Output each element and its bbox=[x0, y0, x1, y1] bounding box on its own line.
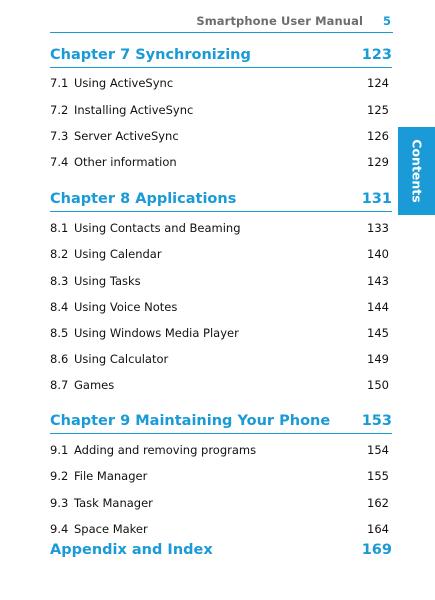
toc-entry-8-5[interactable] bbox=[50, 326, 389, 344]
section-page: 129 bbox=[367, 155, 389, 169]
toc-entry-8-2[interactable] bbox=[50, 247, 389, 265]
section-number: 9.3 bbox=[50, 496, 69, 510]
section-number: 8.7 bbox=[50, 378, 69, 392]
section-title: File Manager bbox=[74, 469, 148, 483]
section-page: 124 bbox=[367, 76, 389, 90]
section-number: 7.2 bbox=[50, 103, 69, 117]
chapter-7-heading[interactable] bbox=[50, 45, 392, 68]
section-number: 8.5 bbox=[50, 326, 69, 340]
section-page: 125 bbox=[367, 103, 389, 117]
toc-entry-7-3[interactable] bbox=[50, 129, 389, 147]
section-page: 133 bbox=[367, 221, 389, 235]
section-title: Using Calculator bbox=[74, 352, 169, 366]
section-title: Using Voice Notes bbox=[74, 300, 178, 314]
section-page: 155 bbox=[367, 469, 389, 483]
section-title: Server ActiveSync bbox=[74, 129, 179, 143]
page-number: 5 bbox=[382, 14, 391, 28]
toc-entry-8-6[interactable] bbox=[50, 352, 389, 370]
toc-entry-8-4[interactable] bbox=[50, 300, 389, 318]
toc-entry-9-2[interactable] bbox=[50, 469, 389, 487]
chapter-page: 123 bbox=[361, 47, 392, 63]
chapter-page: 169 bbox=[361, 542, 392, 558]
appendix-heading[interactable] bbox=[50, 540, 392, 562]
toc-entry-8-1[interactable] bbox=[50, 221, 389, 239]
section-page: 143 bbox=[367, 274, 389, 288]
chapter-title: Chapter 7 Synchronizing bbox=[50, 47, 251, 63]
section-page: 149 bbox=[367, 352, 389, 366]
section-number: 9.2 bbox=[50, 469, 69, 483]
section-title: Using Contacts and Beaming bbox=[74, 221, 241, 235]
toc-entry-8-7[interactable] bbox=[50, 378, 389, 396]
section-title: Using Tasks bbox=[74, 274, 141, 288]
section-title: Using Calendar bbox=[74, 247, 162, 261]
section-number: 8.2 bbox=[50, 247, 69, 261]
toc-entry-9-1[interactable] bbox=[50, 443, 389, 461]
chapter-9-heading[interactable] bbox=[50, 411, 392, 434]
section-number: 7.1 bbox=[50, 76, 69, 90]
section-page: 164 bbox=[367, 522, 389, 536]
section-title: Space Maker bbox=[74, 522, 148, 536]
page-header bbox=[50, 10, 393, 33]
section-page: 126 bbox=[367, 129, 389, 143]
section-title: Adding and removing programs bbox=[74, 443, 257, 457]
section-title: Task Manager bbox=[74, 496, 153, 510]
manual-title: Smartphone User Manual bbox=[196, 14, 363, 28]
section-number: 8.3 bbox=[50, 274, 69, 288]
section-number: 8.6 bbox=[50, 352, 69, 366]
toc-entry-7-2[interactable] bbox=[50, 103, 389, 121]
chapter-8-heading[interactable] bbox=[50, 189, 392, 212]
section-page: 162 bbox=[367, 496, 389, 510]
contents-tab-label: Contents bbox=[409, 139, 424, 203]
toc-entry-9-4[interactable] bbox=[50, 522, 389, 540]
section-number: 7.4 bbox=[50, 155, 69, 169]
section-number: 9.4 bbox=[50, 522, 69, 536]
section-page: 145 bbox=[367, 326, 389, 340]
chapter-page: 153 bbox=[361, 413, 392, 429]
chapter-page: 131 bbox=[361, 191, 392, 207]
section-title: Other information bbox=[74, 155, 177, 169]
section-title: Games bbox=[74, 378, 115, 392]
toc-entry-8-3[interactable] bbox=[50, 274, 389, 292]
toc-entry-7-4[interactable] bbox=[50, 155, 389, 173]
section-title: Using ActiveSync bbox=[74, 76, 174, 90]
toc-entry-9-3[interactable] bbox=[50, 496, 389, 514]
section-number: 9.1 bbox=[50, 443, 69, 457]
section-title: Using Windows Media Player bbox=[74, 326, 239, 340]
section-page: 144 bbox=[367, 300, 389, 314]
chapter-title: Chapter 9 Maintaining Your Phone bbox=[50, 413, 331, 429]
section-title: Installing ActiveSync bbox=[74, 103, 194, 117]
chapter-title: Chapter 8 Applications bbox=[50, 191, 237, 207]
section-number: 8.1 bbox=[50, 221, 69, 235]
section-page: 154 bbox=[367, 443, 389, 457]
contents-side-tab[interactable] bbox=[398, 127, 435, 215]
section-page: 150 bbox=[367, 378, 389, 392]
section-number: 7.3 bbox=[50, 129, 69, 143]
chapter-title: Appendix and Index bbox=[50, 542, 213, 558]
section-page: 140 bbox=[367, 247, 389, 261]
toc-entry-7-1[interactable] bbox=[50, 76, 389, 94]
section-number: 8.4 bbox=[50, 300, 69, 314]
